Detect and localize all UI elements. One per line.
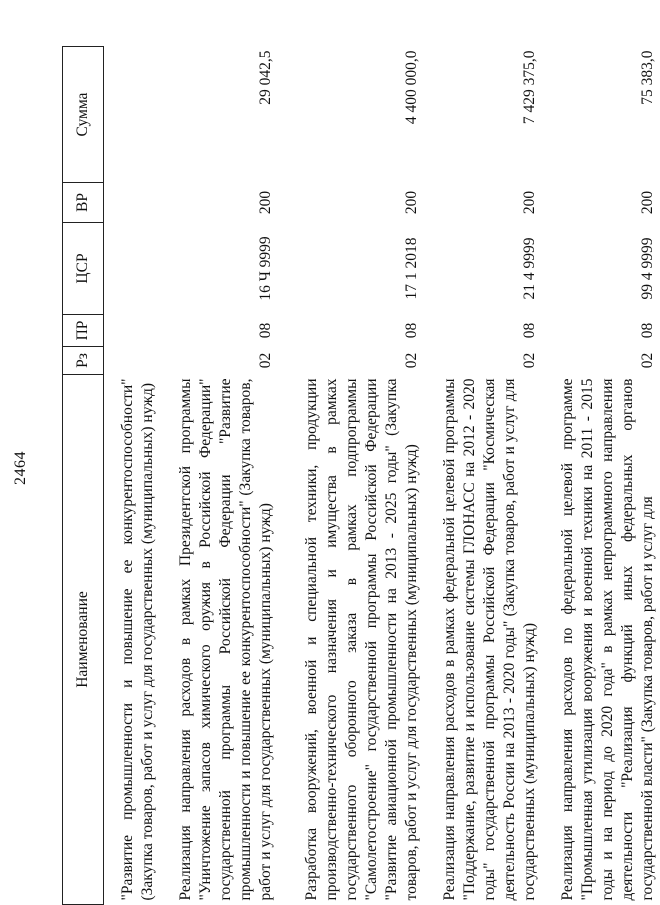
table-row: [104, 47, 160, 905]
row-csr: [104, 223, 160, 315]
row-rz: 02: [256, 352, 274, 369]
row-vr: 200: [638, 190, 656, 215]
row-rz: 02: [402, 352, 420, 369]
row-name: Реализация направления расходов по федеральной целевой программе "Промышленная утилизация вооружения и военной техники на 2011 - 2015 годы и на период до 2020 года" в рамках непрограммного направления деятельности "Реализация функций иных федеральных органов государственной власти" (Закупка товаров, работ и услуг для: [558, 378, 656, 901]
row-csr: 21 4 9999: [520, 237, 538, 300]
row-rz: 02: [520, 352, 538, 369]
row-pr: 08: [520, 322, 538, 339]
table-row: [278, 47, 424, 905]
table-body: [104, 47, 660, 905]
table-row: [160, 47, 278, 905]
row-vr: [104, 183, 160, 223]
table-header: [63, 47, 104, 905]
header-rz: Рз: [63, 347, 104, 375]
row-name: Реализация направления расходов в рамках Президентской программы "Уничтожение запасов химического оружия в Российской Федерации" государственной программы Российской Федерации "Развитие промышленности и повышение ее конкурентоспособности" (Закупка товаров, работ и услуг для государственных (муниципальных) нужд): [176, 378, 274, 901]
header-row: [63, 47, 104, 905]
row-name: "Развитие промышленности и повышение ее конкурентоспособности" (Закупка товаров, работ и услуг для государственных (муниципальных) нужд): [118, 378, 156, 901]
row-name: Реализация направления расходов в рамках федеральной целевой программы "Поддержание, развитие и использование системы ГЛОНАСС на 2012 - 2020 годы" государственной программы Российской Федерации "Космическая деятельность России на 2013 - 2020 годы" (Закупка товаров, работ и услуг для государственных (муниципальных) нужд): [440, 378, 538, 901]
row-sum: [104, 47, 160, 183]
budget-table: [62, 46, 660, 905]
row-pr: [104, 315, 160, 347]
header-vr: ВР: [63, 183, 104, 223]
header-csr: ЦСР: [63, 223, 104, 315]
header-sum: Сумма: [63, 47, 104, 183]
row-vr: 200: [256, 190, 274, 215]
row-rz: [104, 347, 160, 375]
row-csr: 99 4 9999: [638, 237, 656, 300]
row-sum: 4 400 000,0: [402, 50, 420, 125]
row-pr: 08: [638, 322, 656, 339]
row-pr: 08: [402, 322, 420, 339]
page-number: 2464: [12, 451, 29, 485]
row-vr: 200: [520, 190, 538, 215]
row-sum: 29 042,5: [256, 50, 274, 105]
table-row: [424, 47, 542, 905]
row-vr: 200: [402, 190, 420, 215]
row-name: Разработка вооружений, военной и специальной техники, продукции производственно-технического назначения и имущества в рамках государственного оборонного заказа в рамках подпрограммы "Самолетостроение" государственной программы Российской Федерации "Развитие авиационной промышленности на 2013 - 2025 годы" (Закупка товаров, работ и услуг для государственных (муниципальных) нужд): [302, 378, 420, 901]
row-sum: 75 383,0: [638, 50, 656, 105]
row-csr: 16 Ч 9999: [256, 236, 274, 301]
row-pr: 08: [256, 322, 274, 339]
row-csr: 17 1 2018: [402, 237, 420, 300]
row-rz: 02: [638, 352, 656, 369]
row-sum: 7 429 375,0: [520, 50, 538, 125]
header-pr: ПР: [63, 315, 104, 347]
header-name: Наименование: [63, 375, 104, 905]
table-row: [542, 47, 660, 905]
